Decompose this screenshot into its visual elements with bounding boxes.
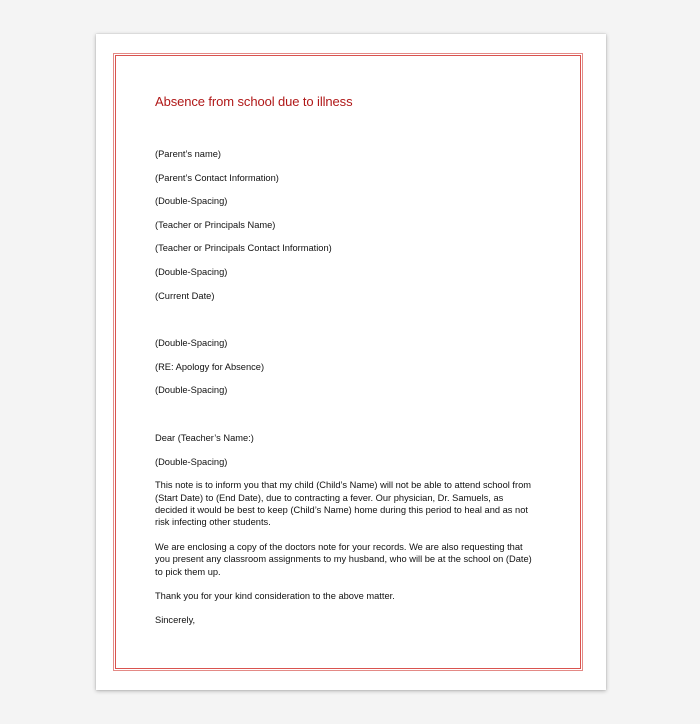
salutation: Dear (Teacher’s Name:) [155,432,254,443]
spacing-line: (Double-Spacing) [155,338,228,349]
letter-page [96,34,606,690]
spacing-line: (Double-Spacing) [155,196,228,207]
closing: Sincerely, [155,615,196,626]
letter-content [155,95,537,638]
body-paragraph: This note is to inform you that my child (Child’s Name) will not be able to attend school from (Start Date) to (End Date), due to contracting a fever. Our physician, Dr. Samuels, as decided it would be best to keep (Child’s Name) home during this period to heal and as not risk infecting other students. [155,480,532,528]
spacing-line: (Double-Spacing) [155,456,228,467]
current-date-line: (Current Date) [155,290,215,301]
blank-gap [155,408,537,432]
body-paragraph: Thank you for your kind consideration to the above matter. [155,590,395,601]
parent-contact-line: (Parent’s Contact Information) [155,172,279,183]
spacing-line: (Double-Spacing) [155,266,228,277]
body-paragraph: We are enclosing a copy of the doctors note for your records. We are also requesting that you present any classroom assignments to my husband, who will be at the school on (Date) to pick them up. [155,541,532,577]
teacher-name-line: (Teacher or Principals Name) [155,219,276,230]
subject-line: (RE: Apology for Absence) [155,361,265,372]
teacher-contact-line: (Teacher or Principals Contact Information) [155,243,332,254]
spacing-line: (Double-Spacing) [155,385,228,396]
blank-gap [155,313,537,337]
letter-title: Absence from school due to illness [155,94,353,109]
parent-name-line: (Parent’s name) [155,149,221,159]
